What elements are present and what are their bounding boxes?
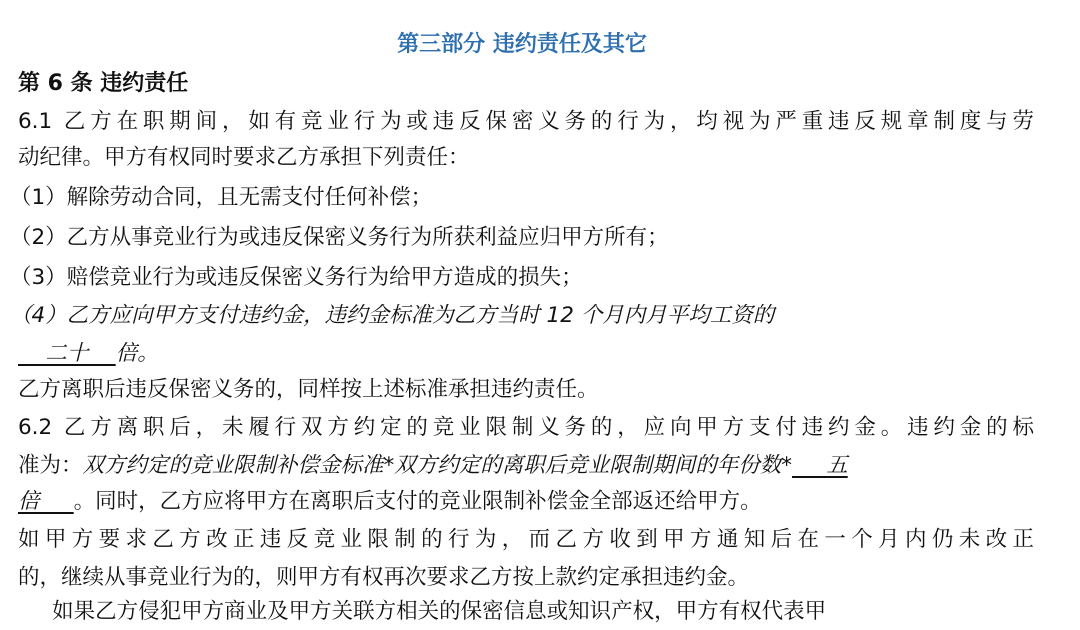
penalty-multiplier-blank: 二十 (18, 341, 116, 366)
clause-6-1-line-2: 动纪律。甲方有权同时要求乙方承担下列责任： (18, 145, 470, 170)
years-multiplier-blank: 五 (792, 453, 848, 478)
clause-6-2-line-1: 6.2 乙方离职后，未履行双方约定的竞业限制义务的，应向甲方支付违约金。违约金的标 (18, 415, 1034, 440)
post-leave-confidentiality-line: 乙方离职后违反保密义务的，同样按上述标准承担违约责任。 (18, 377, 599, 402)
formula-prefix: 准为： (18, 453, 83, 478)
refund-clause-text: 。同时，乙方应将甲方在离职后支付的竞业限制补偿金全部返还给甲方。 (73, 489, 762, 514)
rectification-line-1: 如甲方要求乙方改正违反竞业限制的行为，而乙方收到甲方通知后在一个月内仍未改正 (18, 527, 1034, 552)
penalty-multiplier-suffix: 倍。 (115, 341, 159, 366)
liability-item-2: （2）乙方从事竞业行为或违反保密义务行为所获利益应归甲方所有； (10, 225, 669, 250)
rectification-line-2: 的，继续从事竞业行为的，则甲方有权再次要求乙方按上款约定承担违约金。 (18, 565, 750, 590)
clause-6-2-line-2 (18, 448, 848, 484)
section-title: 第三部分 违约责任及其它 (397, 32, 647, 57)
liability-item-1: （1）解除劳动合同，且无需支付任何补偿； (10, 185, 433, 210)
liability-item-3: （3）赔偿竞业行为或违反保密义务行为给甲方造成的损失； (10, 265, 583, 290)
years-multiplier-suffix-blank: 倍 (18, 489, 74, 514)
liability-item-4-line-2 (18, 336, 159, 372)
clause-6-1-line-1: 6.1 乙方在职期间，如有竞业行为或违反保密义务的行为，均视为严重违反规章制度与劳 (18, 109, 1034, 134)
clipped-next-paragraph-line: 如果乙方侵犯甲方商业及甲方关联方相关的保密信息或知识产权，甲方有权代表甲 (18, 599, 827, 624)
liability-item-4-line-1: （4）乙方应向甲方支付违约金，违约金标准为乙方当时 12 个月内月平均工资的 (10, 303, 775, 328)
clause-6-2-line-3 (18, 484, 762, 520)
formula-text: 双方约定的竞业限制补偿金标准*双方约定的离职后竞业限制期间的年份数* (82, 453, 793, 478)
article-title: 第 6 条 违约责任 (18, 71, 189, 96)
